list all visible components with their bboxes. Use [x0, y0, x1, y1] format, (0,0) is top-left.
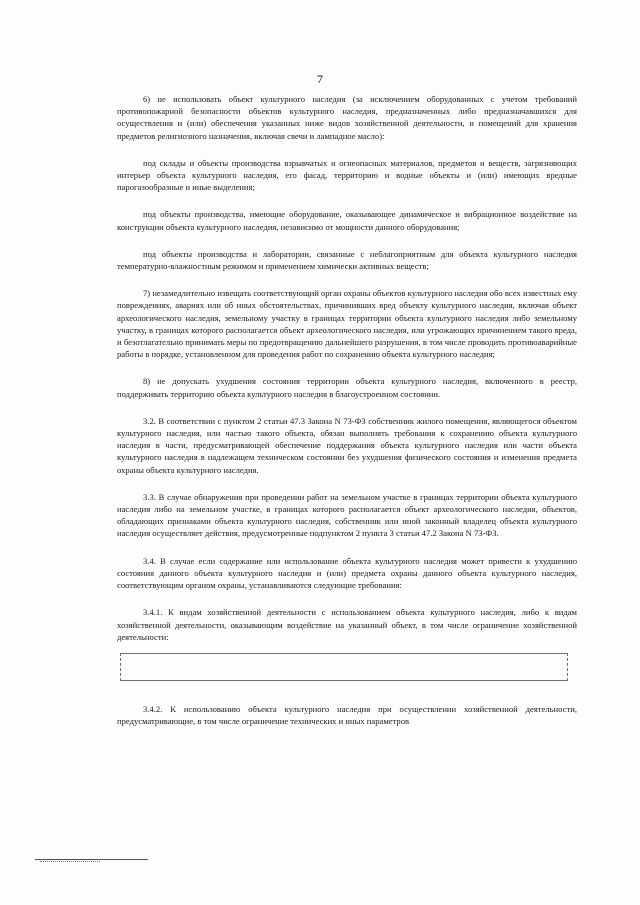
paragraph-item-8: 8) не допускать ухудшения состояния территории объекта культурного наследия, включенного в реестр, поддерживать территорию объекта культурного наследия в благоустроенном состоянии. [117, 376, 577, 399]
paragraph-item-7: 7) незамедлительно извещать соответствующий орган охраны объектов культурного наследия обо всех известных ему повреждениях, авариях или об иных обстоятельствах, причинивших вред объекту культурного наследия, включая объект археологического наследия, земельному участку в границах территории объекта культурного наследия либо земельному участку, в границах которого располагается объект археологического наследия, или угрожающих причинением такого вреда, и безотлагательно принимать меры по предотвращению дальнейшего разрушения, в том числе проводить противоаварийные работы в порядке, установленном для проведения работ по сохранению объекта культурного наследия; [117, 288, 577, 360]
paragraph-item-6: 6) не использовать объект культурного наследия (за исключением оборудованных с учетом требований противопожарной безопасности объектов культурного наследия, предназначенных либо предназначавшихся для осуществления и (или) обеспечения указанных ниже видов хозяйственной деятельности, и помещений для хранения предметов религиозного назначения, включая свечи и лампадное масло): [117, 94, 577, 141]
footer-rule [35, 859, 148, 860]
paragraph-warehouses: под склады и объекты производства взрывчатых и огнеопасных материалов, предметов и веществ, загрязняющих интерьер объекта культурного наследия, его фасад, территорию и водные объекты и (или) имеющих вредные парогазообразные и иные выделения; [117, 157, 577, 193]
paragraph-3-3: 3.3. В случае обнаружения при проведении работ на земельном участке в границах территории объекта культурного наследия либо на земельном участке, в границах которого располагается объект археологического наследия, объектов, обладающих признаками объекта культурного наследия, собственник или иной законный владелец объекта культурного наследия осуществляет действия, предусмотренные подпунктом 2 пункта 3 статьи 47.2 Закона N 73-ФЗ. [117, 491, 577, 539]
document-body [117, 93, 577, 742]
empty-field-box [120, 653, 568, 681]
page-number: 7 [317, 72, 323, 86]
paragraph-laboratories: под объекты производства и лаборатории, связанные с неблагоприятным для объекта культурного наследия температурно-влажностным режимом и применением химически активных веществ; [117, 248, 577, 272]
paragraph-3-4: 3.4. В случае если содержание или использование объекта культурного наследия может привести к ухудшению состояния данного объекта культурного наследия и (или) предмета охраны данного объекта культурного наследия, соответствующим органом охраны, устанавливаются следующие требования: [117, 555, 577, 591]
paragraph-3-2: 3.2. В соответствии с пунктом 2 статьи 47.3 Закона N 73-ФЗ собственник жилого помещения, являющегося объектом культурного наследия, или частью такого объекта, обязан выполнять требования к сохранению объекта культурного наследия в части, предусматривающей обеспечение поддержания объекта культурного наследия или части объекта культурного наследия в надлежащем техническом состоянии без ухудшения физического состояния и изменения предмета охраны объекта культурного наследия. [117, 415, 577, 475]
paragraph-3-4-2: 3.4.2. К использованию объекта культурного наследия при осуществлении хозяйственной деятельности, предусматривающие, в том числе ограничение технических и иных параметров [117, 703, 577, 727]
paragraph-production-equipment: под объекты производства, имеющие оборудование, оказывающее динамическое и вибрационное воздействие на конструкции объекта культурного наследия, независимо от мощности данного оборудования; [117, 209, 577, 232]
paragraph-3-4-1: 3.4.1. К видам хозяйственной деятельности с использованием объекта культурного наследия, либо к видам хозяйственной деятельности, оказывающим воздействие на указанный объект, в том числе ограничение хозяйственной деятельности: [117, 607, 577, 642]
